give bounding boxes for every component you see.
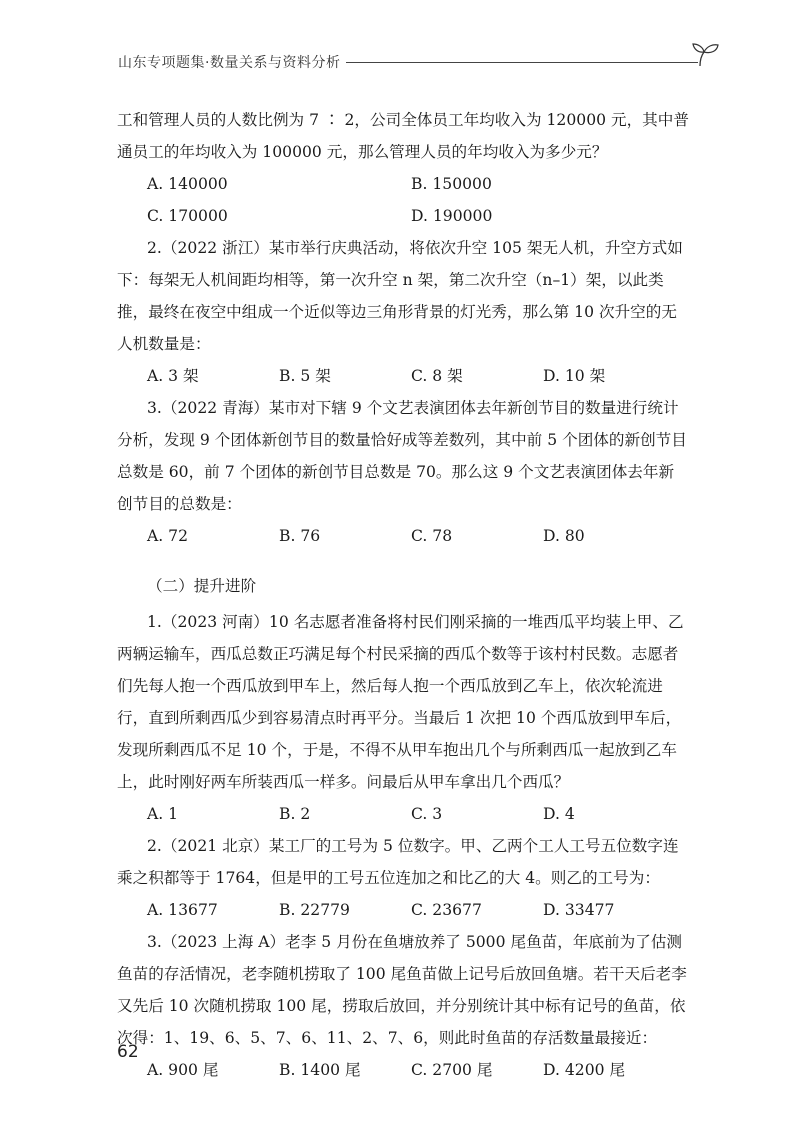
option-row bbox=[117, 360, 689, 392]
option-d: D. 80 bbox=[543, 527, 585, 545]
option-a: A. 13677 bbox=[147, 901, 218, 919]
option-d: D. 10 架 bbox=[543, 367, 606, 385]
option-a: A. 72 bbox=[147, 527, 189, 545]
option-c: C. 170000 bbox=[147, 207, 228, 225]
option-c: C. 23677 bbox=[411, 901, 482, 919]
option-c: C. 78 bbox=[411, 527, 453, 545]
option-b: B. 1400 尾 bbox=[279, 1061, 361, 1079]
question-continuation-text: 工和管理人员的人数比例为 7 ∶ 2，公司全体员工年均收入为 120000 元，其中普通员工的年均收入为 100000 元，那么管理人员的年均收入为多少元？ bbox=[117, 111, 689, 161]
sprout-icon bbox=[692, 42, 720, 68]
option-b: B. 5 架 bbox=[279, 367, 331, 385]
option-d: D. 4200 尾 bbox=[543, 1061, 626, 1079]
option-a: A. 1 bbox=[147, 805, 179, 823]
question-text: 2.（2021 北京）某工厂的工号为 5 位数字。甲、乙两个工人工号五位数字连乘之积都等于 1764，但是甲的工号五位连加之和比乙的大 4。则乙的工号为： bbox=[117, 837, 679, 887]
option-row bbox=[117, 798, 689, 830]
option-c: C. 2700 尾 bbox=[411, 1061, 493, 1079]
question-text: 3.（2023 上海 A）老李 5 月份在鱼塘放养了 5000 尾鱼苗，年底前为了估测鱼苗的存活情况，老李随机捞取了 100 尾鱼苗做上记号后放回鱼塘。若干天后老李又先后 10 次随机捞取 100 尾，捞取后放回，并分别统计其中标有记号的鱼苗，依次得：1、19、6、5、7、6、11、2、7、6，则此时鱼苗的存活数量最接近： bbox=[117, 933, 687, 1047]
option-row bbox=[117, 1054, 689, 1086]
option-b: B. 76 bbox=[279, 527, 321, 545]
option-c: C. 8 架 bbox=[411, 367, 463, 385]
question-text: 3.（2022 青海）某市对下辖 9 个文艺表演团体去年新创节目的数量进行统计分析，发现 9 个团体新创节目的数量恰好成等差数列，其中前 5 个团体的新创节目总数是 60，前 7 个团体的新创节目总数是 70。那么这 9 个文艺表演团体去年新创节目的总数是： bbox=[117, 399, 687, 513]
question-text: 2.（2022 浙江）某市举行庆典活动，将依次升空 105 架无人机，升空方式如下：每架无人机间距均相等，第一次升空 n 架，第二次升空（n–1）架，以此类推，最终在夜空中组成一个近似等边三角形背景的灯光秀，那么第 10 次升空的无人机数量是： bbox=[117, 239, 683, 353]
section-heading: （二）提升进阶 bbox=[147, 577, 257, 595]
header-title: 山东专项题集·数量关系与资料分析 bbox=[118, 55, 341, 71]
option-a: A. 900 尾 bbox=[147, 1061, 219, 1079]
option-row bbox=[117, 200, 689, 232]
page-content bbox=[117, 104, 689, 1086]
running-header bbox=[118, 44, 718, 78]
option-row bbox=[117, 894, 689, 926]
option-d: D. 33477 bbox=[543, 901, 615, 919]
option-row bbox=[117, 168, 689, 200]
option-row bbox=[117, 520, 689, 552]
option-a: A. 3 架 bbox=[147, 367, 199, 385]
option-c: C. 3 bbox=[411, 805, 443, 823]
option-d: D. 190000 bbox=[411, 207, 493, 225]
header-rule bbox=[346, 62, 698, 63]
option-b: B. 22779 bbox=[279, 901, 350, 919]
page-number: 62 bbox=[117, 1042, 139, 1062]
question-text: 1.（2023 河南）10 名志愿者准备将村民们刚采摘的一堆西瓜平均装上甲、乙两辆运输车，西瓜总数正巧满足每个村民采摘的西瓜个数等于该村村民数。志愿者们先每人抱一个西瓜放到甲车上，然后每人抱一个西瓜放到乙车上，依次轮流进行，直到所剩西瓜少到容易清点时再平分。当最后 1 次把 10 个西瓜放到甲车后，发现所剩西瓜不足 10 个，于是，不得不从甲车抱出几个与所剩西瓜一起放到乙车上，此时刚好两车所装西瓜一样多。问最后从甲车拿出几个西瓜？ bbox=[117, 613, 684, 791]
option-d: D. 4 bbox=[543, 805, 575, 823]
option-b: B. 150000 bbox=[411, 175, 492, 193]
option-b: B. 2 bbox=[279, 805, 311, 823]
option-a: A. 140000 bbox=[147, 175, 228, 193]
